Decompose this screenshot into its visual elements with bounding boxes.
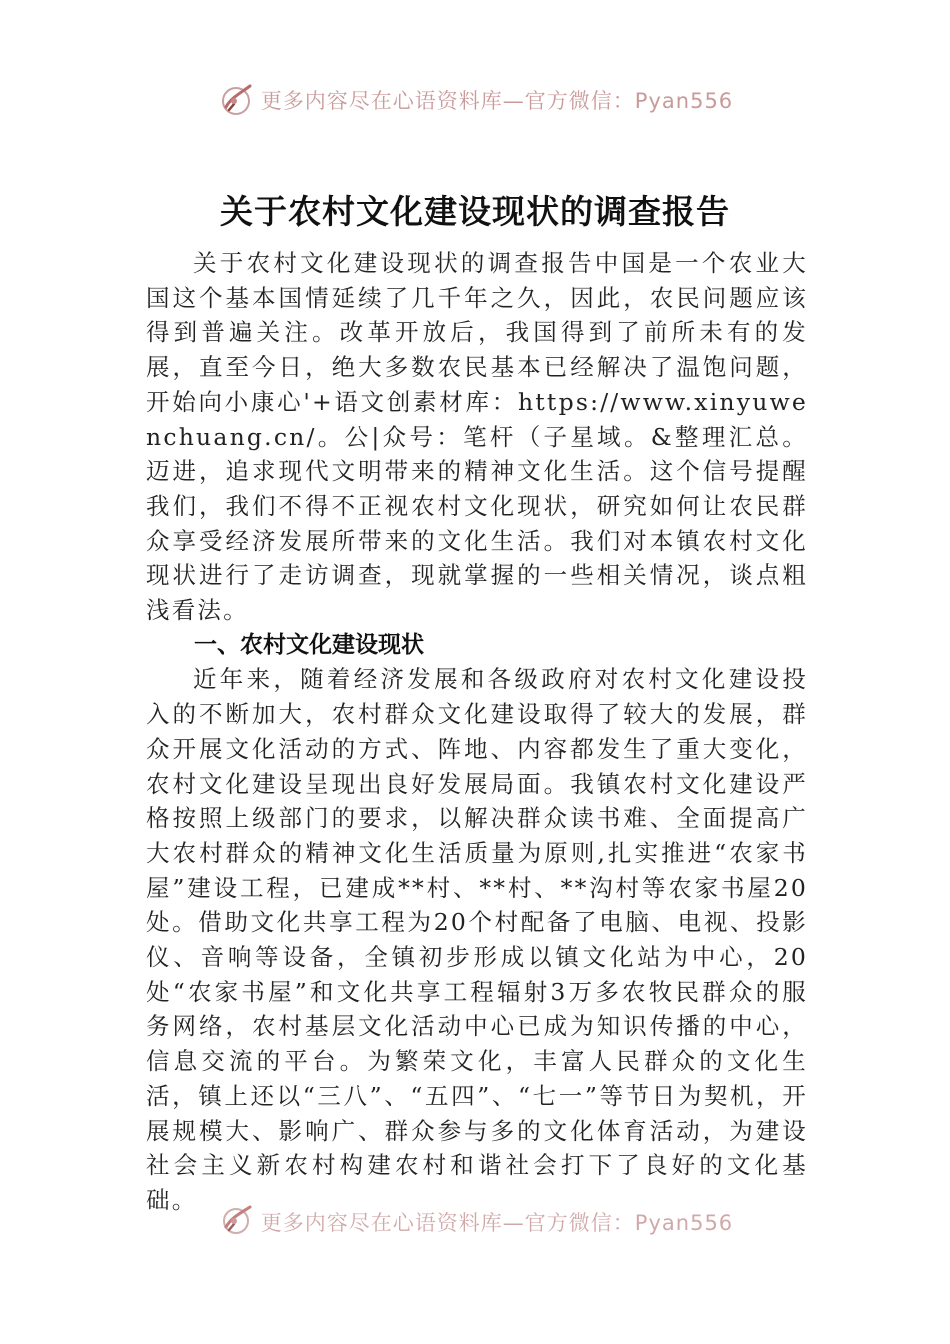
pen-logo-icon	[217, 1202, 257, 1242]
section-heading-status: 一、农村文化建设现状	[194, 631, 424, 658]
intro-paragraph: 关于农村文化建设现状的调查报告中国是一个农业大国这个基本国情延续了几千年之久，因此，农民问题应该得到普遍关注。改革开放后，我国得到了前所未有的发展，直至今日，绝大多数农民基本已经解决了温饱问题，开始向小康心'+语文创素材库：https://www.xinyuwenchuang.cn/。公|众号：笔杆（子星域。&整理汇总。迈进，追求现代文明带来的精神文化生活。这个信号提醒我们，我们不得不正视农村文化现状，研究如何让农民群众享受经济发展所带来的文化生活。我们对本镇农村文化现状进行了走访调查，现就掌握的一些相关情况，谈点粗浅看法。	[146, 249, 808, 625]
watermark-footer	[0, 1204, 950, 1240]
document-title: 关于农村文化建设现状的调查报告	[220, 192, 730, 231]
section-status-paragraph: 近年来，随着经济发展和各级政府对农村文化建设投入的不断加大，农村群众文化建设取得了较大的发展，群众开展文化活动的方式、阵地、内容都发生了重大变化，农村文化建设呈现出良好发展局面。我镇农村文化建设严格按照上级部门的要求，以解决群众读书难、全面提高广大农村群众的精神文化生活质量为原则,扎实推进“农家书屋”建设工程，已建成**村、**村、**沟村等农家书屋20处。借助文化共享工程为20个村配备了电脑、电视、投影仪、音响等设备，全镇初步形成以镇文化站为中心，20处“农家书屋”和文化共享工程辐射3万多农牧民群众的服务网络，农村基层文化活动中心已成为知识传播的中心，信息交流的平台。为繁荣文化，丰富人民群众的文化生活，镇上还以“三八”、“五四”、“七一”等节日为契机，开展规模大、影响广、群众参与多的文化体育活动，为建设社会主义新农村构建农村和谐社会打下了良好的文化基础。	[146, 665, 808, 1214]
document-body	[146, 246, 808, 1221]
watermark-header	[0, 80, 950, 120]
pen-logo-icon	[217, 80, 257, 120]
watermark-text: 更多内容尽在心语资料库—官方微信：Pyan556	[260, 1211, 734, 1235]
watermark-text: 更多内容尽在心语资料库—官方微信：Pyan556	[260, 89, 734, 113]
